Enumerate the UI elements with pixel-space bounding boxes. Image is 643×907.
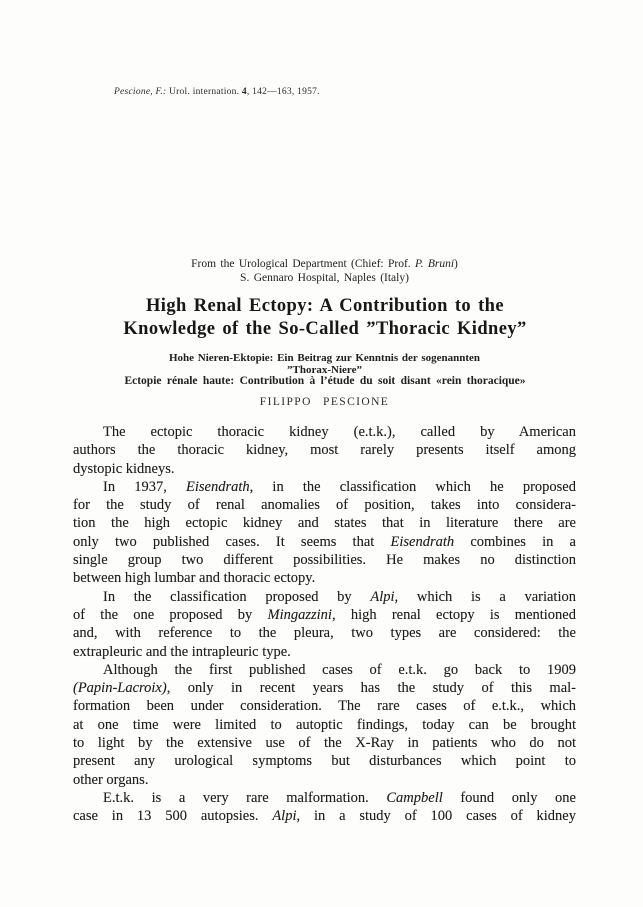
body-line xyxy=(73,807,576,825)
text-segment: other organs. xyxy=(73,771,149,788)
text-segment: single group two different possibilities. He makes no distinction xyxy=(73,552,576,569)
text-segment: Eisendrath xyxy=(186,478,250,495)
article-title xyxy=(36,295,614,341)
body-line xyxy=(73,606,576,624)
text-segment: at one time were limited to autoptic findings, today can be brought xyxy=(73,716,576,733)
text-segment: Alpi xyxy=(272,808,297,825)
body-line xyxy=(73,514,576,532)
body-line xyxy=(73,624,576,642)
text-segment: , in a study of 100 cases of kidney xyxy=(296,808,576,825)
subtitle-german xyxy=(73,353,576,376)
text-segment: P. Bruni xyxy=(415,258,455,270)
subtitle-french: Ectopie rénale haute: Contribution à l’étude du soit disant «rein thoracique» xyxy=(124,375,526,387)
text-segment: , 142—163, 1957. xyxy=(246,87,320,97)
text-segment: Campbell xyxy=(386,789,443,806)
text-segment: to light by the extensive use of the X-Ray in patients who do not xyxy=(73,735,576,752)
text-segment: Alpi xyxy=(370,588,395,605)
text-segment: E.t.k. is a very rare malformation. xyxy=(103,789,387,806)
subtitle-german-line2: ”Thorax-Niere” xyxy=(287,363,362,376)
body-line xyxy=(73,734,576,752)
text-segment: , in the classification which he proposed xyxy=(249,478,576,495)
text-segment: (Papin-Lacroix) xyxy=(73,680,167,697)
text-segment: Eisendrath xyxy=(390,533,455,550)
affiliation-block xyxy=(73,257,576,285)
body-line xyxy=(73,569,576,587)
text-segment: , high renal ectopy is mentioned xyxy=(331,606,576,623)
text-segment: authors the thoracic kidney, most rarely presents itself among xyxy=(73,442,576,459)
text-segment: found only one xyxy=(442,789,576,806)
text-segment: only two published cases. It seems that xyxy=(73,533,391,550)
text-segment: Mingazzini xyxy=(267,606,332,623)
text-segment: dystopic kidneys. xyxy=(73,460,175,477)
body-line xyxy=(73,423,576,441)
text-segment: , which is a variation xyxy=(394,588,576,605)
text-segment: In the classification proposed by xyxy=(103,588,371,605)
text-segment: of the one proposed by xyxy=(73,606,268,623)
text-segment: case in 13 500 autopsies. xyxy=(73,808,273,825)
body-line xyxy=(73,697,576,715)
journal-citation xyxy=(114,87,320,97)
body-line xyxy=(73,771,576,789)
body-line xyxy=(73,533,576,551)
body-line xyxy=(73,643,576,661)
text-segment: From the Urological Department (Chief: Prof. xyxy=(191,258,416,270)
text-segment: tion the high ectopic kidney and states that in literature there are xyxy=(73,515,576,532)
affiliation-hospital: S. Gennaro Hospital, Naples (Italy) xyxy=(240,272,409,284)
body-line xyxy=(73,441,576,459)
body-line xyxy=(73,679,576,697)
article-body xyxy=(73,423,576,826)
body-line xyxy=(73,588,576,606)
text-segment: Although the first published cases of e.t.k. go back to 1909 xyxy=(103,661,576,678)
text-segment: between high lumbar and thoracic ectopy. xyxy=(73,570,316,587)
text-segment: Urol. internation. xyxy=(166,87,242,97)
text-segment: for the study of renal anomalies of position, takes into considera- xyxy=(73,497,576,514)
body-line xyxy=(73,752,576,770)
text-segment: present any urological symptoms but disturbances which point to xyxy=(73,753,576,770)
text-segment: and, with reference to the pleura, two types are considered: the xyxy=(73,625,576,642)
body-line xyxy=(73,496,576,514)
text-segment: Pescione, F.: xyxy=(114,87,167,97)
text-segment: extrapleuric and the intrapleuric type. xyxy=(73,643,291,660)
body-line xyxy=(73,551,576,569)
text-segment: , only in recent years has the study of this mal- xyxy=(166,680,576,697)
subtitle-german-line1: Hohe Nieren-Ektopie: Ein Beitrag zur Kenntnis der sogenannten xyxy=(168,352,481,364)
article-title-line2: Knowledge of the So-Called ”Thoracic Kidney” xyxy=(123,319,527,339)
text-segment: formation been under consideration. The rare cases of e.t.k., which xyxy=(73,698,576,715)
author-name: FILIPPO PESCIONE xyxy=(259,396,390,408)
affiliation-department xyxy=(73,257,576,271)
text-segment: ) xyxy=(454,258,458,270)
body-line xyxy=(73,716,576,734)
text-segment: combines in a xyxy=(454,533,576,550)
body-line xyxy=(73,789,576,807)
text-segment: 4 xyxy=(241,87,247,97)
body-line xyxy=(73,460,576,478)
body-line xyxy=(73,661,576,679)
article-title-line1: High Renal Ectopy: A Contribution to the xyxy=(146,296,504,316)
body-line xyxy=(73,478,576,496)
text-segment: In 1937, xyxy=(103,478,187,495)
text-segment: The ectopic thoracic kidney (e.t.k.), called by American xyxy=(103,424,576,440)
